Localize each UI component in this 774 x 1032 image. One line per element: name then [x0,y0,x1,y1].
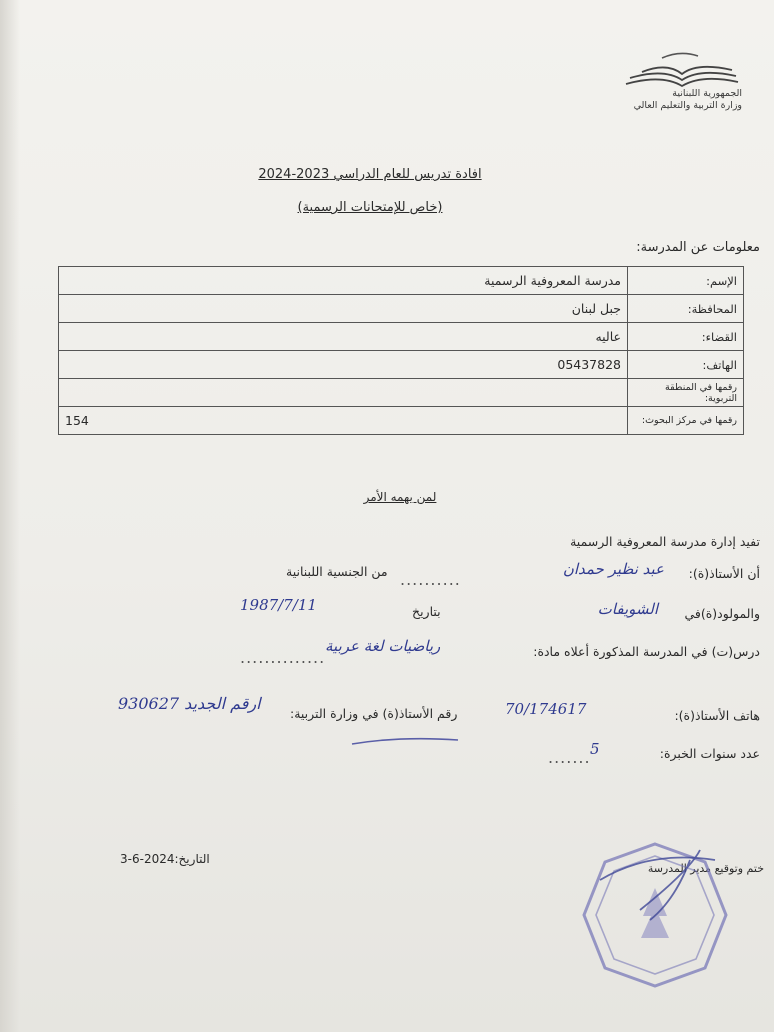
ministry-line-2: وزارة التربية والتعليم العالي [633,100,742,111]
table-row: القضاء: عاليه [59,323,744,351]
table-row: الهاتف: 05437828 [59,351,744,379]
line-teacher-name: أن الأستاذ(ة): [688,566,760,581]
line-school: تفيد إدارة مدرسة المعروفية الرسمية [570,534,760,549]
teacher-phone-handwritten: 70/174617 [505,700,587,718]
nationality-text: من الجنسية اللبنانية [286,564,388,579]
to-whom-heading: لمن يهمه الأمر [363,490,437,504]
ministry-header [600,88,742,112]
birth-place-handwritten: الشويفات [597,600,658,618]
document-subtitle: (خاص للإمتحانات الرسمية) [297,200,443,215]
ministry-number-handwritten: ارقم الجديد 930627 [118,694,261,713]
line-subject: درس(ت) في المدرسة المذكورة أعلاه مادة: [533,644,760,659]
table-row: رقمها في المنطقة التربوية: [59,379,744,407]
teacher-name-handwritten: عبد نظير حمدان [562,560,664,578]
ministry-number-label: رقم الأستاذ(ة) في وزارة التربية: [290,706,458,721]
pen-stroke-mark [350,734,460,748]
document-title: افادة تدريس للعام الدراسي 2023-2024 [258,167,482,182]
document-page: الجمهورية اللبنانية وزارة التربية والتعليم العالي افادة تدريس للعام الدراسي 2023-2024 (خاص للإمتحانات الرسمية) معلومات عن المدرسة: الإسم: مدرسة المعروفية الرسمية المحافظة: جبل لبنان القضاء: عاليه الهاتف: 05437828 رقمها في المنطقة التربوية: رقمها في مركز البحوث: 154 لمن يهمه الأمر تفيد إدارة مدرسة المعروفية الرسمية أن الأستاذ(ة): عبد نظير حمدان .......... من الجنسية اللبنانية والمولود(ة)في الشويفات بتاريخ 1987/7/11 درس(ت) في المدرسة المذكورة أعلاه مادة: رياضيات لغة عربية .............. هاتف الأستاذ(ة): 70/174617 رقم الأستاذ(ة) في وزارة التربية: ارقم الجديد 930627 عدد سنوات الخبرة: 5 ....... التاريخ:2024-6-3 ختم وتوقيع مدير المدرسة [0,0,774,1032]
line-birth: والمولود(ة)في [684,606,760,621]
table-row: الإسم: مدرسة المعروفية الرسمية [59,267,744,295]
subject-handwritten: رياضيات لغة عربية [325,637,441,655]
experience-years-handwritten: 5 [590,740,600,758]
document-date: التاريخ:2024-6-3 [120,852,210,866]
official-stamp-icon [580,840,730,990]
ministry-line-1: الجمهورية اللبنانية [672,88,742,99]
signature-label: ختم وتوقيع مدير المدرسة [647,862,764,875]
line-experience: عدد سنوات الخبرة: [659,746,760,761]
school-info-table [58,266,744,435]
birth-date-handwritten: 1987/7/11 [240,596,317,614]
birth-date-label: بتاريخ [412,604,441,619]
table-row: رقمها في مركز البحوث: 154 [59,407,744,435]
line-phone: هاتف الأستاذ(ة): [674,708,760,723]
school-info-label: معلومات عن المدرسة: [636,240,760,255]
table-row: المحافظة: جبل لبنان [59,295,744,323]
